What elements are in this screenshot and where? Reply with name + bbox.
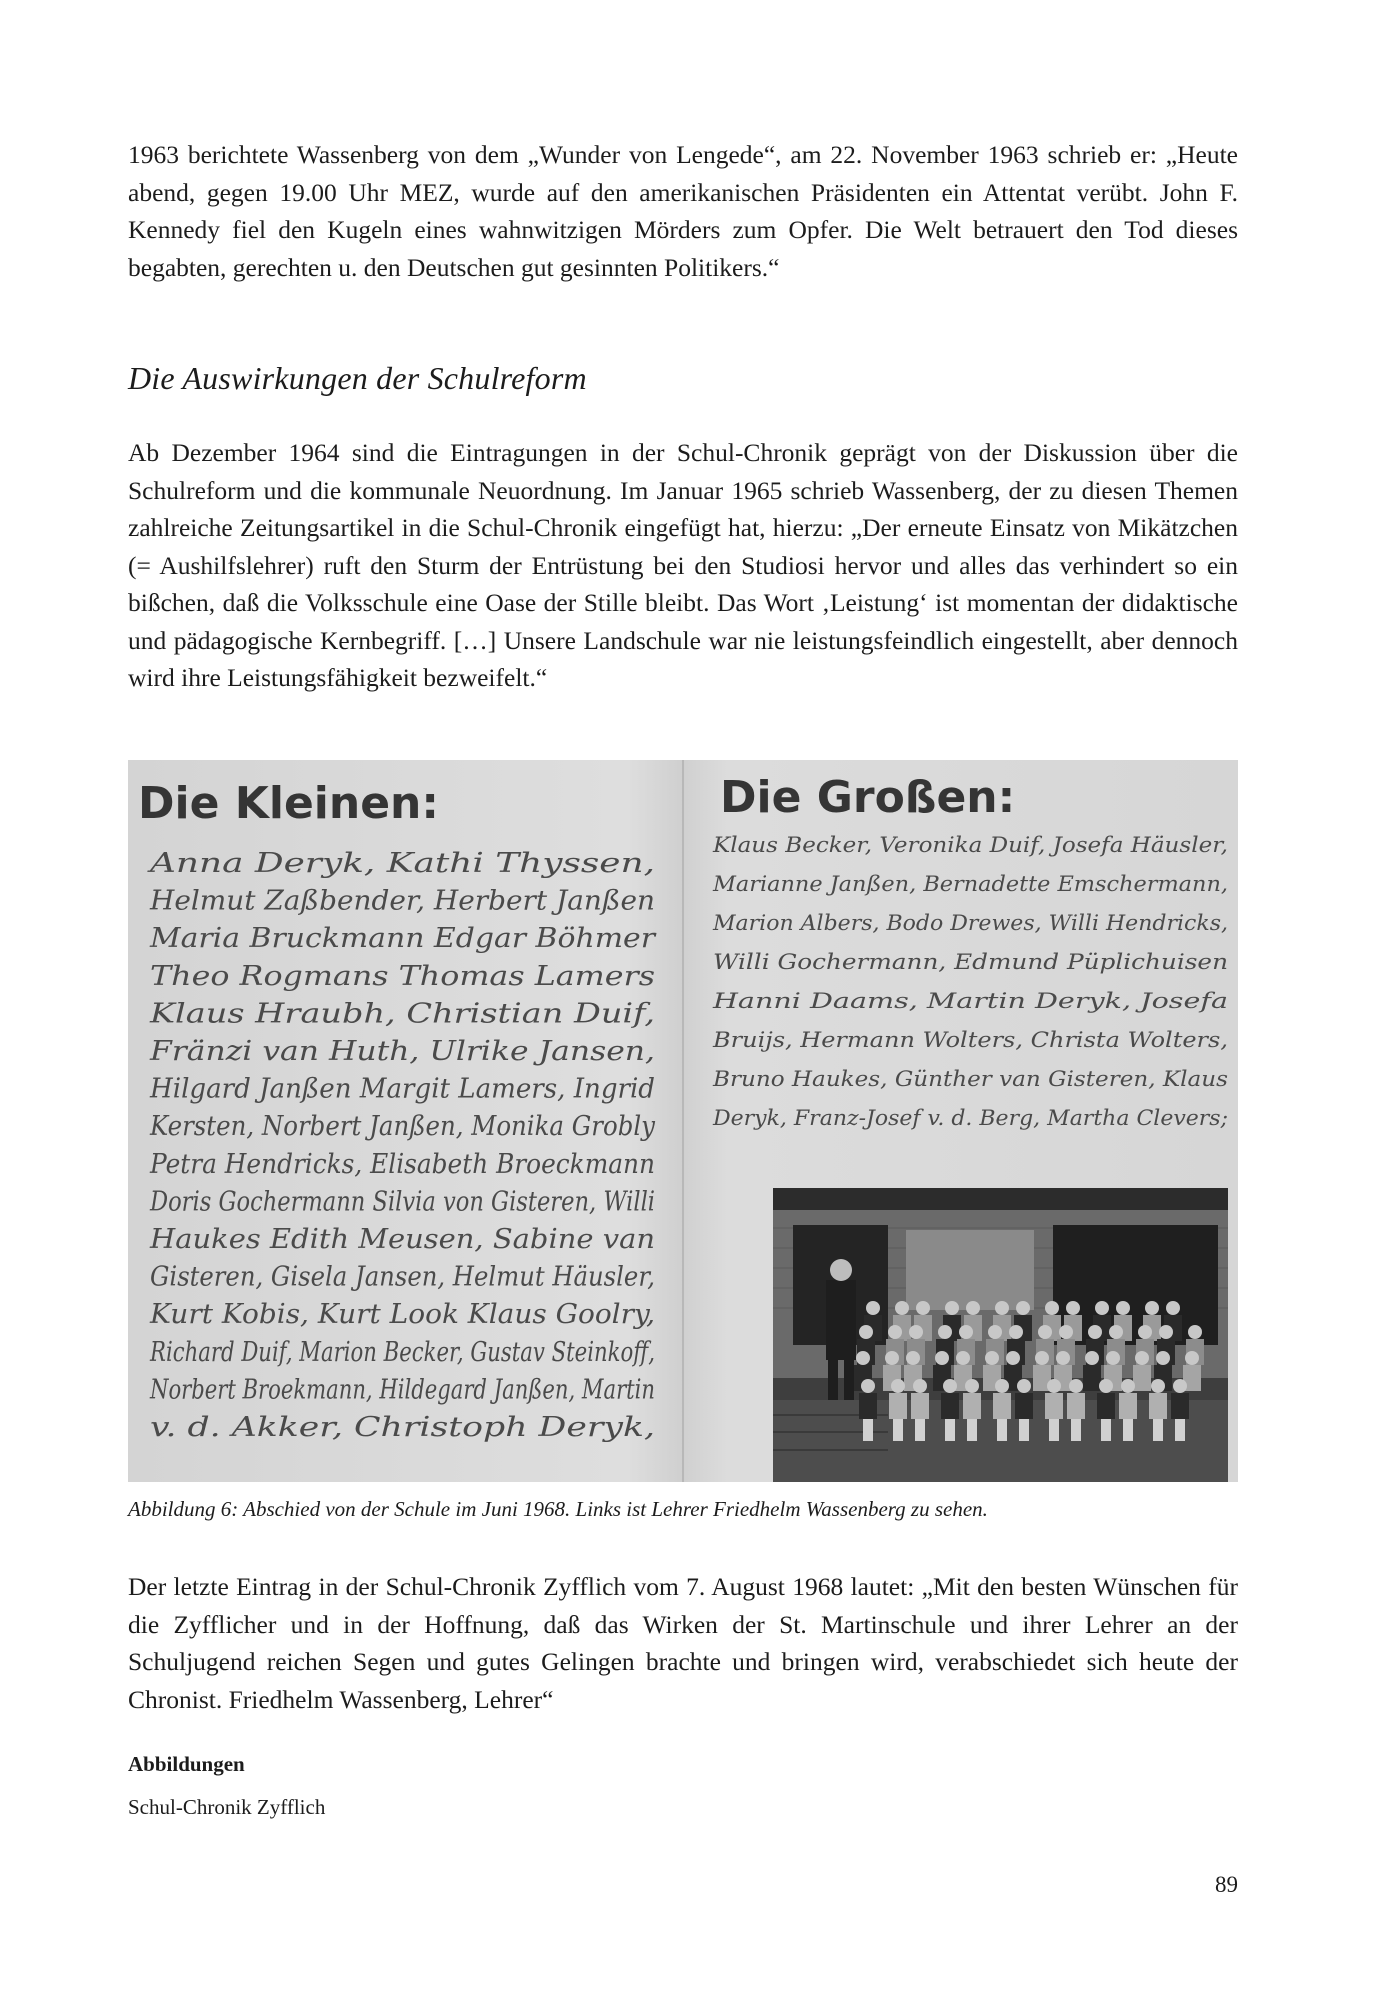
- handwriting-right-line: Marion Albers, Bodo Drewes, Willi Hendricks,: [711, 911, 1228, 935]
- chronicle-scan: [128, 760, 1238, 1482]
- page-number: 89: [1215, 1872, 1238, 1897]
- references-item: Schul-Chronik Zyfflich: [128, 1795, 326, 1819]
- paragraph-schulreform: Ab Dezember 1964 sind die Eintragungen in der Schul-Chronik geprägt von der Diskussion über die Schulreform und die kommunale Neuordnung. Im Januar 1965 schrieb Wassenberg, der zu diesen Themen zahlreiche Zeitungsartikel in die Schul-Chronik eingefügt hat, hierzu: „Der erneute Einsatz von Mikätzchen (= Aushilfslehrer) ruft den Sturm der Entrüstung bei den Studiosi hervor und alles das verhindert so ein bißchen, daß die Volksschule eine Oase der Stille bleibt. Das Wort ‚Leistung‘ ist momentan der didaktische und pädagogische Kernbegriff. […] Unsere Landschule war nie leistungsfeindlich eingestellt, aber dennoch wird ihre Leistungsfähigkeit bezweifelt.“: [128, 438, 1238, 692]
- handwriting-left-line: Helmut Zaßbender, Herbert Janßen: [148, 885, 655, 917]
- handwriting-left-line: Norbert Broekmann, Hildegard Janßen, Martin: [149, 1374, 655, 1406]
- references-heading: Abbildungen: [128, 1752, 245, 1776]
- handwriting-right-line: Bruno Haukes, Günther van Gisteren, Klaus: [711, 1067, 1229, 1091]
- handwriting-left-line: Gisteren, Gisela Jansen, Helmut Häusler,: [150, 1261, 655, 1293]
- paragraph-kennedy: 1963 berichtete Wassenberg von dem „Wunder von Lengede“, am 22. November 1963 schrieb er: „Heute abend, gegen 19.00 Uhr MEZ, wurde auf den amerikanischen Präsidenten ein Attentat verübt. John F. Kennedy fiel den Kugeln eines wahnwitzigen Mörders zum Opfer. Die Welt betrauert den Tod dieses begabten, gerechten u. den Deutschen gut gesinnten Politikers.“: [128, 140, 1238, 282]
- handwritten-title-right: Die Großen:: [720, 772, 1016, 823]
- section-heading: Die Auswirkungen der Schulreform: [128, 360, 587, 396]
- handwriting-right-line: Bruijs, Hermann Wolters, Christa Wolters,: [711, 1028, 1228, 1052]
- handwriting-left-line: Fränzi van Huth, Ulrike Jansen,: [148, 1036, 655, 1067]
- handwriting-left-line: Klaus Hraubh, Christian Duif,: [148, 998, 655, 1030]
- figure-caption: Abbildung 6: Abschied von der Schule im Juni 1968. Links ist Lehrer Friedhelm Wassenberg zu sehen.: [128, 1497, 988, 1521]
- handwriting-left-line: v. d. Akker, Christoph Deryk,: [150, 1412, 655, 1443]
- paragraph-last-entry: Der letzte Eintrag in der Schul-Chronik Zyfflich vom 7. August 1968 lautet: „Mit den besten Wünschen für die Zyfflicher und in der Hoffnung, daß das Wirken der St. Martinschule und ihrer Lehrer an der Schuljugend reichen Segen und gutes Gelingen brachte und bringen wird, verabschiedet sich heute der Chronist. Friedhelm Wassenberg, Lehrer“: [128, 1572, 1238, 1714]
- handwriting-left-line: Haukes Edith Meusen, Sabine van: [148, 1224, 655, 1255]
- handwriting-left-line: Anna Deryk, Kathi Thyssen,: [146, 848, 656, 879]
- handwriting-right-line: Marianne Janßen, Bernadette Emschermann,: [711, 872, 1228, 896]
- handwritten-title-left: Die Kleinen:: [138, 778, 439, 829]
- handwriting-left-line: Kersten, Norbert Janßen, Monika Grobly: [149, 1111, 656, 1143]
- handwriting-left-line: Theo Rogmans Thomas Lamers: [150, 960, 655, 992]
- group-photo: [773, 1188, 1228, 1482]
- handwriting-right-line: Willi Gochermann, Edmund Püplichuisen: [713, 950, 1228, 974]
- handwriting-left-line: Petra Hendricks, Elisabeth Broeckmann: [149, 1148, 655, 1180]
- handwriting-right-line: Klaus Becker, Veronika Duif, Josefa Häusler,: [711, 833, 1228, 857]
- handwriting-right-line: Deryk, Franz-Josef v. d. Berg, Martha Clevers;: [711, 1106, 1228, 1130]
- handwriting-left-line: Maria Bruckmann Edgar Böhmer: [148, 923, 658, 955]
- handwriting-left-line: Kurt Kobis, Kurt Look Klaus Goolry,: [148, 1299, 656, 1331]
- handwriting-right-line: Hanni Daams, Martin Deryk, Josefa: [711, 989, 1228, 1013]
- handwriting-left-line: Richard Duif, Marion Becker, Gustav Steinkoff,: [149, 1336, 655, 1368]
- handwriting-left-line: Doris Gochermann Silvia von Gisteren, Willi: [149, 1186, 656, 1218]
- figure-chronicle-photo: [128, 760, 1238, 1482]
- handwriting-left-line: Hilgard Janßen Margit Lamers, Ingrid: [149, 1073, 655, 1105]
